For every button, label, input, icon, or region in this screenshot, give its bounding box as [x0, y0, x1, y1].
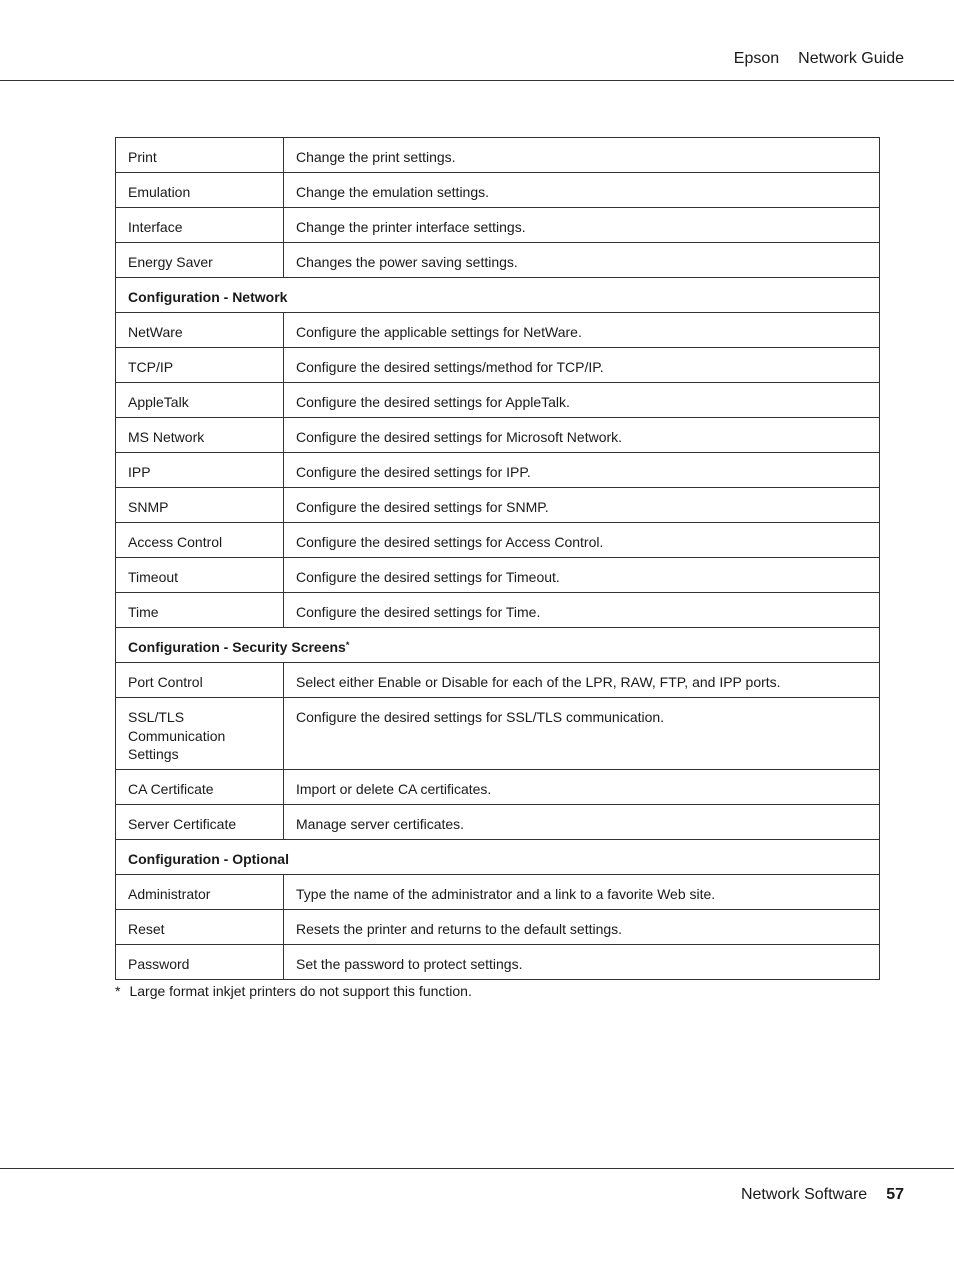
setting-description: Set the password to protect settings. — [284, 945, 880, 980]
section-title-security: Configuration - Security Screens — [128, 639, 346, 655]
footnote-asterisk: * — [115, 983, 121, 999]
setting-description: Configure the desired settings for Microsoft Network. — [284, 418, 880, 453]
setting-description: Manage server certificates. — [284, 805, 880, 840]
setting-name: AppleTalk — [116, 383, 284, 418]
section-row-security — [116, 628, 880, 663]
table-row — [116, 805, 880, 840]
table-row — [116, 243, 880, 278]
setting-description: Change the printer interface settings. — [284, 208, 880, 243]
table-row — [116, 945, 880, 980]
page-footer — [741, 1186, 904, 1204]
setting-name: Server Certificate — [116, 805, 284, 840]
footnote-text: Large format inkjet printers do not support this function. — [129, 983, 472, 999]
section-security-cell — [116, 628, 880, 663]
table-row — [116, 383, 880, 418]
setting-name: Administrator — [116, 875, 284, 910]
header-title: Network Guide — [798, 50, 904, 67]
setting-name: Energy Saver — [116, 243, 284, 278]
footnote — [115, 983, 472, 999]
header-brand: Epson — [733, 50, 780, 67]
section-title-optional: Configuration - Optional — [116, 840, 880, 875]
page-number: 57 — [886, 1186, 904, 1203]
setting-name: Time — [116, 593, 284, 628]
setting-name: TCP/IP — [116, 348, 284, 383]
table-row — [116, 313, 880, 348]
table-row — [116, 208, 880, 243]
setting-description: Configure the desired settings for SSL/TLS communication. — [284, 698, 880, 770]
setting-description: Import or delete CA certificates. — [284, 770, 880, 805]
table-row — [116, 875, 880, 910]
setting-description: Configure the applicable settings for NetWare. — [284, 313, 880, 348]
setting-description: Configure the desired settings for Access Control. — [284, 523, 880, 558]
setting-description: Change the emulation settings. — [284, 173, 880, 208]
table-row — [116, 910, 880, 945]
setting-description: Configure the desired settings/method for TCP/IP. — [284, 348, 880, 383]
table-row — [116, 138, 880, 173]
footer-section: Network Software — [740, 1186, 868, 1203]
table-row — [116, 663, 880, 698]
header-rule — [0, 80, 954, 81]
setting-name: Port Control — [116, 663, 284, 698]
setting-name: Password — [116, 945, 284, 980]
setting-name: SNMP — [116, 488, 284, 523]
setting-description: Configure the desired settings for AppleTalk. — [284, 383, 880, 418]
section-title-network: Configuration - Network — [116, 278, 880, 313]
table-row — [116, 348, 880, 383]
footer-rule — [0, 1168, 954, 1169]
table-row — [116, 770, 880, 805]
setting-description: Configure the desired settings for IPP. — [284, 453, 880, 488]
setting-name: Timeout — [116, 558, 284, 593]
setting-name: IPP — [116, 453, 284, 488]
page-header — [734, 50, 904, 68]
table-row — [116, 488, 880, 523]
table-row — [116, 593, 880, 628]
setting-name: CA Certificate — [116, 770, 284, 805]
table-row — [116, 173, 880, 208]
table-row — [116, 698, 880, 770]
section-row-optional — [116, 840, 880, 875]
setting-name: NetWare — [116, 313, 284, 348]
setting-name: Reset — [116, 910, 284, 945]
setting-description: Changes the power saving settings. — [284, 243, 880, 278]
table-row — [116, 453, 880, 488]
table-row — [116, 558, 880, 593]
setting-description: Resets the printer and returns to the default settings. — [284, 910, 880, 945]
setting-description: Type the name of the administrator and a link to a favorite Web site. — [284, 875, 880, 910]
table-row — [116, 523, 880, 558]
setting-description: Configure the desired settings for Timeout. — [284, 558, 880, 593]
setting-description: Select either Enable or Disable for each of the LPR, RAW, FTP, and IPP ports. — [284, 663, 880, 698]
setting-name: Print — [116, 138, 284, 173]
setting-description: Configure the desired settings for SNMP. — [284, 488, 880, 523]
setting-name: Access Control — [116, 523, 284, 558]
setting-description: Configure the desired settings for Time. — [284, 593, 880, 628]
settings-table — [115, 137, 880, 980]
setting-name: MS Network — [116, 418, 284, 453]
footnote-marker: * — [345, 640, 350, 650]
setting-name: Interface — [116, 208, 284, 243]
setting-name: SSL/TLS Communication Settings — [116, 698, 284, 770]
setting-name: Emulation — [116, 173, 284, 208]
table-row — [116, 418, 880, 453]
section-row-network — [116, 278, 880, 313]
setting-description: Change the print settings. — [284, 138, 880, 173]
